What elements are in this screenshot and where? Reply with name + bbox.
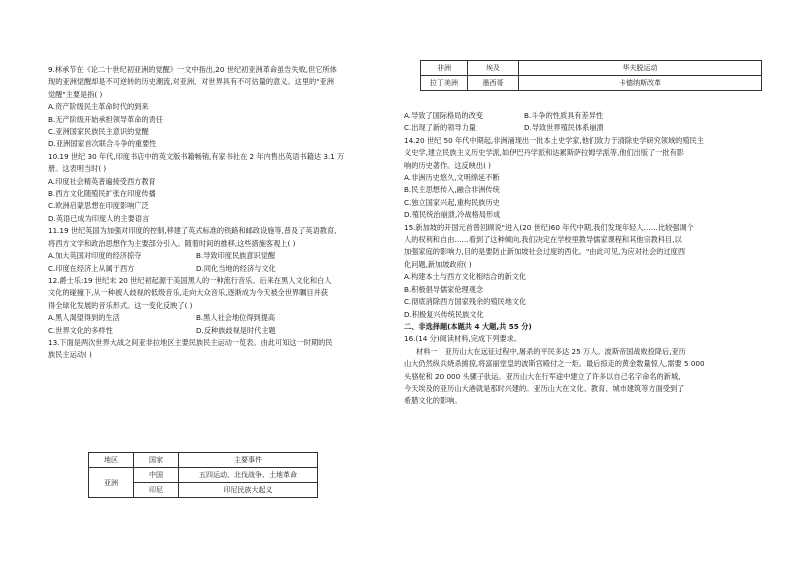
- option-row: [48, 312, 384, 324]
- option: C.出现了新的领导力量: [404, 123, 476, 133]
- question-text: 9.林承节在《论二十世纪初亚洲的觉醒》一文中指出,20 世纪初亚洲革命虽告失败,但它所体: [48, 65, 337, 74]
- option: A.印度社会精英普遍接受西方教育: [48, 176, 156, 186]
- question-text: 13.下面是两次世界大战之间亚非拉地区主要民族民主运动一览表。由此可知这一时期的民: [48, 337, 333, 347]
- left-column: [48, 64, 384, 362]
- option: B.无产阶级开始承担领导革命的责任: [48, 114, 164, 124]
- option: C.彻底消除西方国家残余的殖民地文化: [404, 297, 527, 307]
- option: B.黑人社会地位得到提高: [196, 313, 276, 323]
- option: A.非洲历史悠久,文明绵延不断: [404, 173, 500, 183]
- question-text: 响的历史著作。这反映出( ): [404, 160, 491, 170]
- table-cell: 亚洲: [89, 468, 134, 498]
- option: A.构建本土与西方文化相结合的新文化: [404, 272, 527, 282]
- movement-table: [88, 452, 318, 498]
- material-text: 头骆驼和 20 000 头骡子驮运。亚历山大在行军途中建立了许多以自己名字命名的新城,: [404, 371, 681, 381]
- table-header: 主要事件: [179, 453, 318, 468]
- question-text: 族民主运动( ): [48, 350, 92, 360]
- option: A.黑人渴望得到的生活: [48, 313, 120, 323]
- question-text: 15.新加坡的开国元首曾回顾说"进入(20 世纪)60 年代中期,我们发现年轻人……比较强调个: [404, 222, 694, 232]
- table-cell: 卡德纳斯改革: [519, 76, 762, 91]
- option: C.亚洲国家民族民主意识的觉醒: [48, 127, 149, 137]
- question-text: 文化的碰撞下,从一种被人歧视的低级音乐,走向大众音乐,逐渐成为今天被全世界瞩目并获: [48, 288, 328, 298]
- table-cell: 非洲: [421, 61, 468, 76]
- right-column: [404, 110, 749, 408]
- question-11: [48, 225, 384, 275]
- option: D.反种族歧视是时代主题: [196, 325, 276, 335]
- option-row: [48, 263, 384, 275]
- option: C.印度在经济上从属于西方: [48, 263, 135, 273]
- option: D.英语已成为印度人的主要语言: [48, 213, 150, 223]
- question-13: [48, 337, 384, 362]
- table-row: [421, 76, 762, 91]
- table-cell: 拉丁美洲: [421, 76, 468, 91]
- question-14: [404, 135, 749, 222]
- question-text: 12.爵士乐:19 世纪末 20 世纪初起源于美国黑人的一种流行音乐。后来在黑人文化和白人: [48, 275, 332, 285]
- option: B.导致印度民族意识觉醒: [196, 251, 276, 261]
- option: D.同化当地的经济与文化: [196, 263, 276, 273]
- table-cell: 印尼民族大起义: [179, 483, 318, 498]
- question-text: 现的亚洲觉醒却是不可逆转的历史潮流,对亚洲、对世界具有不可估量的意义。这里的"亚洲: [48, 77, 334, 87]
- question-16-intro: 16.(14 分)阅读材料,完成下列要求。: [404, 334, 522, 344]
- option-row: [48, 250, 384, 262]
- question-10: [48, 151, 384, 225]
- option-row: [404, 122, 749, 134]
- table-cell: 五四运动、北伐战争、土地革命: [179, 468, 318, 483]
- table-cell: 中国: [134, 468, 179, 483]
- material-text: 希腊文化的影响。: [404, 396, 462, 406]
- question-12: [48, 275, 384, 337]
- question-text: 将西方文学和政治思想作为主要部分引入。随着时间的推移,这些措施客观上( ): [48, 238, 296, 248]
- option: D.殖民统治崩溃,冷战格局形成: [404, 210, 501, 220]
- table-cell: 华夫脱运动: [519, 61, 762, 76]
- question-15: [404, 222, 749, 321]
- table-cell: 印尼: [134, 483, 179, 498]
- question-9: [48, 64, 384, 151]
- table-header-row: [89, 453, 318, 468]
- material-text: 今天埃及的亚历山大港就是那时兴建的。亚历山大在文化、教育、城市建筑等方面受到了: [404, 383, 685, 393]
- option-row: [404, 110, 749, 122]
- material-one: [404, 346, 749, 408]
- option: D.导致世界殖民体系崩溃: [524, 123, 604, 133]
- option: A.导致了国际格局的改变: [404, 111, 483, 120]
- table-header: 国家: [134, 453, 179, 468]
- option: C.世界文化的多样性: [48, 325, 113, 335]
- option: A.加大英国对印度的经济掠夺: [48, 251, 142, 261]
- question-text: 人的权利和自由……看到了这种倾向,我们决定在学校里教导儒家课程和其他宗教科目,以: [404, 235, 682, 245]
- question-text: 化问题,新加坡政府( ): [404, 259, 472, 269]
- question-13-options: [404, 110, 749, 135]
- question-text: 加强家庭的影响力,目的是要防止新加坡社会过度的西化。"由此可见,为应对社会的过度西: [404, 247, 686, 257]
- option: D.亚洲国家首次联合斗争的重要性: [48, 139, 157, 149]
- movement-table-continued: [420, 60, 762, 91]
- table-row: [421, 61, 762, 76]
- option: D.积极复兴传统民族文化: [404, 309, 484, 319]
- question-text: 14.20 世纪 50 年代中期起,非洲涌现出一批本土史学家,他们致力于清除史学研究领域的殖民主: [404, 135, 704, 145]
- option: B.斗争的性质具有差异性: [524, 111, 604, 120]
- question-text: 觉醒"主要是指( ): [48, 89, 103, 99]
- question-text: 册。这表明当时( ): [48, 164, 107, 174]
- option: A.资产阶级民主革命时代的到来: [48, 102, 149, 112]
- option: C.独立国家兴起,重构民族历史: [404, 197, 500, 207]
- option: B.西方文化随殖民扩张在印度传播: [48, 189, 156, 199]
- table-row: [89, 468, 318, 483]
- table-cell: 墨西哥: [468, 76, 519, 91]
- option: C.欧洲启蒙思想在印度影响广泛: [48, 201, 149, 211]
- question-text: 10.19 世纪 30 年代,印度书店中的英文版书籍畅销,有家书社在 2 年内售出英语书籍达 3.1 万: [48, 151, 345, 161]
- question-text: 11.19 世纪英国为加强对印度的控制,移建了英式标准的铁路和邮政设施等,普及了英语教育,: [48, 226, 337, 236]
- question-text: 义史学,建立民族主义历史学派,如伊巴丹学派和达累斯萨拉姆学派等,他们出版了一批有影: [404, 148, 684, 158]
- option: B.积极倡导儒家伦理观念: [404, 284, 484, 294]
- material-text: 山大仍然纵兵烧杀掳掠,将富丽堂皇的波斯宫殿付之一炬。最后掠走的黄金数量惊人,需要 5 000: [404, 359, 705, 369]
- section-title: 二、非选择题(本题共 4 大题,共 55 分): [404, 321, 532, 331]
- table-header: 地区: [89, 453, 134, 468]
- option: B.民主思想传入,融合非洲传统: [404, 185, 500, 195]
- question-text: 得全球化发展的音乐形式。这一变化反映了( ): [48, 300, 193, 310]
- material-text: 材料一 亚历山大在远征过程中,屠杀的平民多达 25 万人。波斯帝国战败投降后,亚历: [416, 346, 686, 356]
- option-row: [48, 325, 384, 337]
- table-cell: 埃及: [468, 61, 519, 76]
